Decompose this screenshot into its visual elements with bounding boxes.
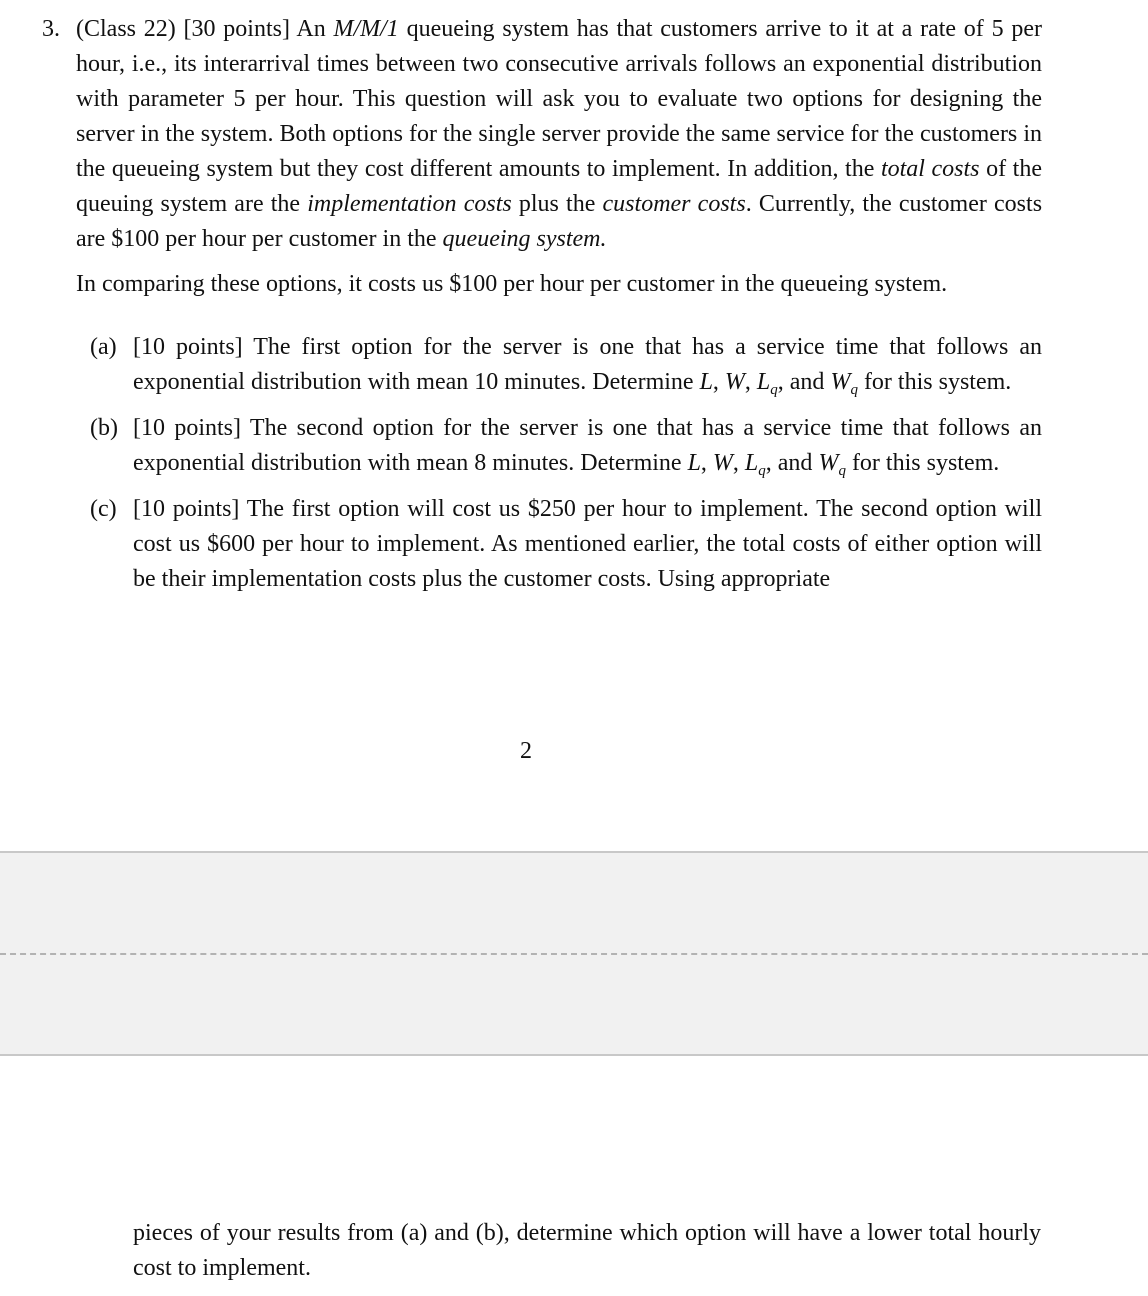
intro-text-4: per hour. This question will ask you to evaluate two options for designing the server in the system. Both options for the single server provide the same service for the customers in the queueing system but they cost different amounts to implement. In addition, the [76,86,1042,182]
problem-intro [76,12,1042,257]
part-b-text [133,411,1042,481]
math-W: W [712,450,733,476]
part-c-label: (c) [90,496,117,522]
problem-number: 3. [42,16,60,42]
intro-text-7: . Currently, the customer costs are $100 per hour per customer in the [76,191,1043,252]
math-and: , and [777,369,831,395]
math-sep: , [712,369,725,395]
math-Lq-sub: q [770,382,778,398]
math-L: L [687,450,701,476]
part-b [76,411,1042,481]
part-a-label: (a) [90,334,117,360]
intro-text-1: (Class 22) [30 points] An [76,16,334,42]
intro-text-2: queueing system has that customers arrive to it at a rate of [398,16,992,42]
math-Wq-base: W [830,369,851,395]
page-break-gap [0,851,1148,1056]
part-c-text: [10 points] The first option will cost us $250 per hour to implement. The second option will cost us $600 per hour to implement. As mentioned earlier, the total costs of either option will be their implementation costs plus the customer costs. Using appropriate [133,496,1042,592]
part-a-tail: for this system. [857,369,1012,395]
math-sep: , [700,450,713,476]
math-sep: , [744,369,757,395]
math-Lq-base: L [744,450,759,476]
part-a-body: [10 points] The first option for the server is one that has a service time that follows an exponential distribution with mean 10 minutes. Determine [133,334,1042,395]
problem-3 [42,12,1042,608]
arrival-rate: 5 [991,16,1004,42]
implementation-costs-term: implementation costs [307,191,512,217]
part-c [76,492,1042,597]
problem-paragraph-2: In comparing these options, it costs us $100 per hour per customer in the queueing system. [76,271,948,297]
math-Lq-sub: q [758,463,766,479]
math-L: L [699,369,713,395]
exp-parameter: 5 [233,86,246,112]
math-Lq [744,450,766,479]
customer-costs-term: customer costs [602,191,746,217]
part-a-text [133,330,1042,400]
part-b-tail: for this system. [845,450,1000,476]
math-Wq-sub: q [850,382,858,398]
math-and: , and [765,450,819,476]
problem-paragraph-1 [42,12,1042,257]
part-b-body: [10 points] The second option for the server is one that has a service time that follows an exponential distribution with mean 8 minutes. Determine [133,415,1042,476]
page-number: 2 [520,738,532,764]
intro-text-5: of the queuing system are the [76,156,1043,217]
math-Wq-sub: q [838,463,846,479]
math-Lq-base: L [756,369,771,395]
queueing-system-term: queueing system. [442,226,607,252]
math-Wq-base: W [818,450,839,476]
intro-text-3: per hour, i.e., its interarrival times between two consecutive arrivals follows an exponential distribution with parameter [76,16,1042,112]
mm1-notation: M/M/1 [333,16,399,42]
part-a [76,330,1042,400]
math-Wq [818,450,846,479]
part-b-label: (b) [90,415,118,441]
part-c-continuation: pieces of your results from (a) and (b), determine which option will have a lower total hourly cost to implement. [133,1220,1041,1281]
problem-parts [76,330,1042,597]
page-break-dashed-line [0,953,1148,955]
total-costs-term: total costs [880,156,980,182]
math-Wq [830,369,858,398]
math-Lq [756,369,778,398]
intro-text-6: plus the [511,191,603,217]
math-W: W [724,369,745,395]
math-sep: , [732,450,745,476]
